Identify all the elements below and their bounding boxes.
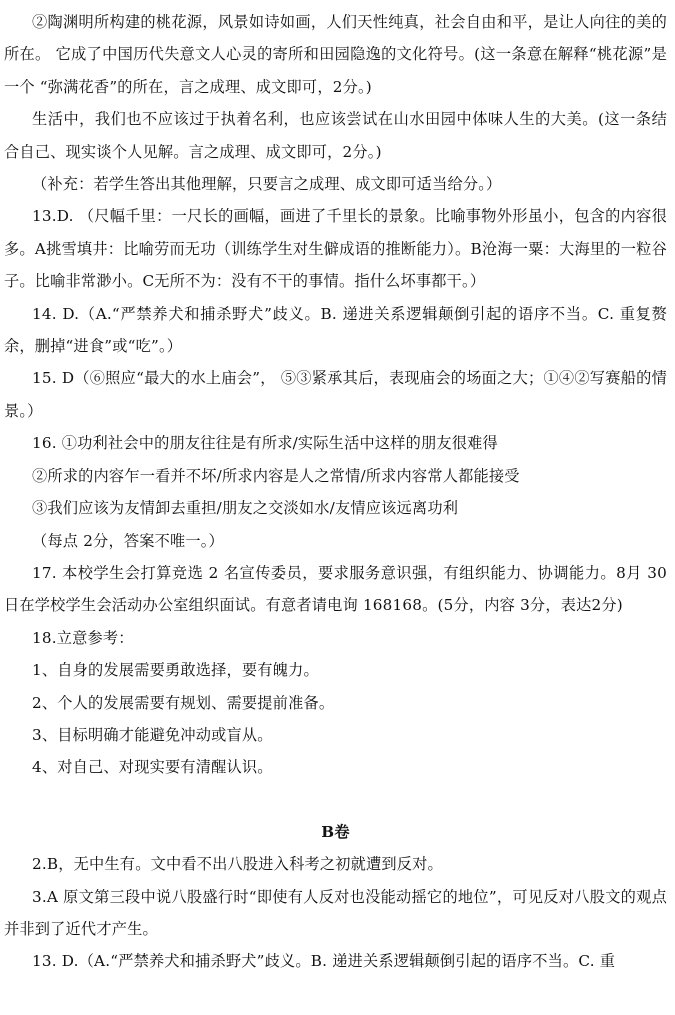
answer-18-item-4: 4、对自己、对现实要有清醒认识。	[32, 758, 273, 777]
answer-paragraph-2: 生活中，我们也不应该过于执着名利，也应该尝试在山水田园中体味人生的大美。(这一条结合自己、现实谈个人见解。言之成理、成文即可，2分。)	[4, 110, 667, 161]
answer-14: 14. D.（A.“严禁养犬和捕杀野犬”歧义。B. 递进关系逻辑颠倒引起的语序不当。C. 重复赘余，删掉“进食”或“吃”。）	[4, 304, 667, 356]
section-b-title: B卷	[321, 822, 350, 841]
answer-16-point-3: ③我们应该为友情卸去重担/朋友之交淡如水/友情应该远离功利	[32, 499, 459, 518]
answer-18-item-2: 2、个人的发展需要有规划、需要提前准备。	[32, 693, 335, 712]
answer-17: 17. 本校学生会打算竞选 2 名宣传委员，要求服务意识强，有组织能力、协调能力。8月 30 日在学校学生会活动办公室组织面试。有意者请电询 168168。(5分，内容 3分，表达2分)	[4, 563, 667, 615]
answer-18-item-1: 1、自身的发展需要勇敢选择，要有魄力。	[32, 661, 319, 680]
section-b-answer-2: 2.B，无中生有。文中看不出八股进入科考之初就遭到反对。	[32, 855, 443, 874]
answer-16-scoring: （每点 2分，答案不唯一。）	[32, 531, 224, 550]
answer-paragraph-1: ②陶渊明所构建的桃花源，风景如诗如画，人们天性纯真，社会自由和平，是让人向往的美的所在。 它成了中国历代失意文人心灵的寄所和田园隐逸的文化符号。(这一条意在解释“桃花源”是一个 “弥满花香”的所在，言之成理、成文即可，2分。)	[4, 13, 667, 96]
answer-16-point-1: 16. ①功利社会中的朋友往往是有所求/实际生活中这样的朋友很难得	[32, 434, 498, 453]
answer-16-point-2: ②所求的内容乍一看并不坏/所求内容是人之常情/所求内容常人都能接受	[32, 466, 520, 485]
answer-18-heading: 18.立意参考：	[32, 628, 134, 647]
answer-15: 15. D（⑥照应“最大的水上庙会”， ⑤③紧承其后，表现庙会的场面之大；①④②写赛船的情景。）	[4, 369, 667, 420]
section-b-answer-13: 13. D.（A.“严禁养犬和捕杀野犬”歧义。B. 递进关系逻辑颠倒引起的语序不当。C. 重	[32, 952, 616, 971]
answer-13: 13.D. （尺幅千里：一尺长的画幅，画进了千里长的景象。比喻事物外形虽小，包含的内容很多。A挑雪填井：比喻劳而无功（训练学生对生僻成语的推断能力）。B沧海一粟：大海里的一粒谷子。比喻非常渺小。C无所不为：没有不干的事情。指什么坏事都干。）	[4, 207, 667, 291]
supplement-note: （补充：若学生答出其他理解，只要言之成理、成文即可适当给分。）	[32, 175, 502, 194]
section-spacer	[4, 784, 667, 816]
section-b-answer-3: 3.A 原文第三段中说八股盛行时“即使有人反对也没能动摇它的地位”，可见反对八股文的观点并非到了近代才产生。	[4, 887, 667, 938]
answer-18-item-3: 3、目标明确才能避免冲动或盲从。	[32, 725, 273, 744]
